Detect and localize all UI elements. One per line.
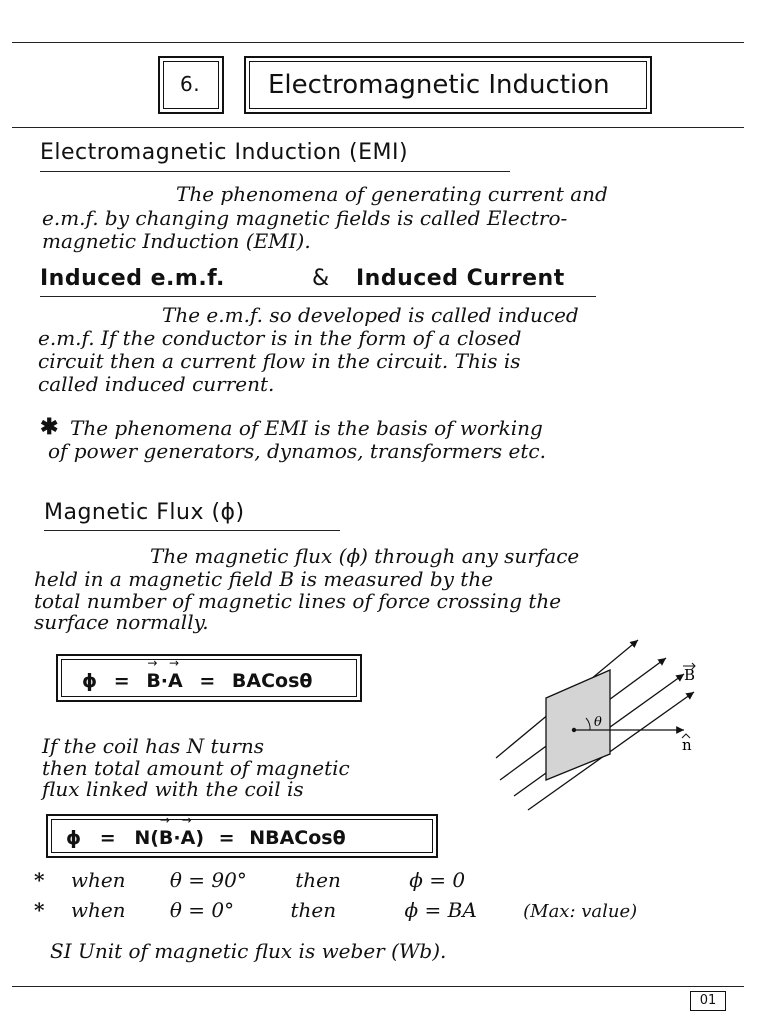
induced-line-4: called induced current.	[38, 372, 275, 396]
surface-centre	[572, 728, 576, 732]
induced-line-1: The e.m.f. so developed is called induced	[162, 303, 579, 327]
formula-1-phi: ϕ	[82, 670, 98, 692]
formula-1-box	[56, 654, 362, 702]
emi-heading: Electromagnetic Induction (EMI)	[40, 140, 409, 165]
condition-row-2	[34, 898, 637, 922]
formula-2-lhs-suffix: )	[195, 827, 205, 849]
condition-2-theta: θ = 0°	[169, 898, 235, 922]
chapter-number: 6.	[180, 72, 201, 96]
condition-2-then: then	[290, 898, 337, 922]
n-label: n	[682, 736, 692, 754]
induced-line-2: e.m.f. If the conductor is in the form of a closed	[38, 326, 522, 350]
formula-2	[66, 827, 346, 849]
formula-2-dot: ·	[173, 827, 181, 849]
formula-2-A: → A	[181, 827, 196, 849]
page-number: 01	[699, 993, 717, 1008]
flux-diagram	[488, 630, 724, 820]
formula-1-eq2: =	[199, 670, 216, 692]
note-line-1: The phenomena of EMI is the basis of working	[70, 416, 543, 440]
emi-line-2: e.m.f. by changing magnetic fields is called Electro-	[42, 206, 568, 230]
theta-label: θ	[594, 715, 602, 730]
chapter-number-box	[158, 56, 224, 114]
condition-2-result: ϕ = BA	[404, 898, 477, 922]
coil-line-1: If the coil has N turns	[42, 734, 265, 758]
condition-1-when: when	[70, 868, 126, 892]
chapter-title: Electromagnetic Induction	[268, 70, 610, 100]
page-number-box	[690, 991, 726, 1011]
si-unit-line: SI Unit of magnetic flux is weber (Wb).	[50, 939, 447, 963]
condition-1-result: ϕ = 0	[409, 868, 466, 892]
top-rule	[12, 42, 744, 43]
condition-1-then: then	[295, 868, 341, 892]
formula-2-lhs-prefix: N(	[134, 827, 159, 849]
coil-line-2: then total amount of magnetic	[42, 756, 350, 780]
flux-line-4: surface normally.	[34, 610, 209, 634]
emi-line-1: The phenomena of generating current and	[176, 182, 608, 206]
condition-1-star: *	[34, 868, 45, 892]
formula-2-box	[46, 814, 438, 858]
formula-1	[82, 670, 312, 692]
formula-1-rhs: BACosθ	[231, 670, 313, 692]
header-rule	[12, 127, 744, 128]
flux-heading-underline	[44, 530, 340, 531]
formula-1-eq: =	[113, 670, 130, 692]
condition-2-when: when	[70, 898, 126, 922]
coil-line-3: flux linked with the coil is	[42, 777, 304, 801]
condition-1-theta: θ = 90°	[169, 868, 247, 892]
formula-2-B: → B	[159, 827, 173, 849]
condition-2-note: (Max: value)	[523, 901, 638, 922]
note-line-2: of power generators, dynamos, transformers etc.	[48, 439, 546, 463]
flux-line-1: The magnetic flux (ϕ) through any surface	[150, 544, 580, 568]
emi-line-3: magnetic Induction (EMI).	[42, 229, 311, 253]
footer-rule	[12, 986, 744, 987]
note-star-icon: ✱	[40, 414, 59, 440]
condition-row-1	[34, 868, 465, 892]
induced-heading-amp: &	[312, 266, 330, 291]
formula-1-B: → B	[146, 670, 160, 692]
flux-line-2: held in a magnetic field B is measured by the	[34, 567, 494, 591]
formula-1-dot: ·	[160, 670, 169, 692]
formula-2-eq: =	[99, 827, 116, 849]
induced-line-3: circuit then a current flow in the circuit. This is	[38, 349, 521, 373]
chapter-title-box	[244, 56, 652, 114]
flux-heading: Magnetic Flux (ϕ)	[44, 500, 245, 525]
formula-2-rhs: NBACosθ	[249, 827, 346, 849]
formula-1-A: → A	[168, 670, 183, 692]
condition-2-star: *	[34, 898, 45, 922]
induced-heading-left: Induced e.m.f.	[40, 266, 225, 291]
b-label: B	[684, 666, 696, 684]
flux-line-3: total number of magnetic lines of force crossing the	[34, 589, 562, 613]
emi-heading-underline	[40, 171, 510, 172]
formula-2-eq2: =	[218, 827, 235, 849]
induced-heading-underline	[40, 296, 596, 297]
induced-heading-right: Induced Current	[356, 266, 565, 291]
formula-2-phi: ϕ	[66, 827, 82, 849]
